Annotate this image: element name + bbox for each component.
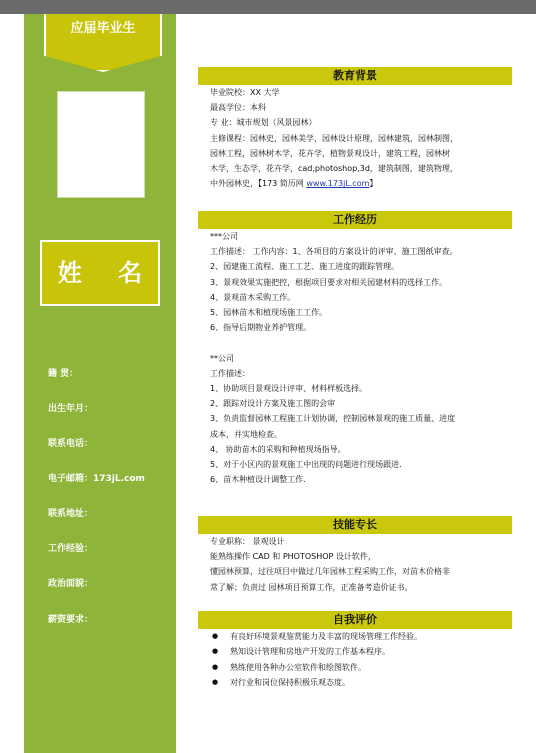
field-political: 政治面貌： xyxy=(48,579,94,589)
education-line-last xyxy=(210,176,510,191)
education-line: 毕业院校：XX 大学 xyxy=(210,88,280,97)
education-line: 专 业：城市规划（风景园林） xyxy=(210,118,317,128)
field-experience: 工作经验： xyxy=(48,544,94,554)
evaluation-item: ● 熟练使用各种办公室软件和绘图软件。 xyxy=(210,660,510,675)
work-line: 成本，并实地检查。 xyxy=(210,429,282,439)
evaluation-item: ● 有良好环境景观鉴赏能力及丰富的现场管理工作经验。 xyxy=(210,629,510,644)
photo-placeholder xyxy=(57,91,145,198)
section-title-skills: 技能专长 xyxy=(198,516,512,534)
work-line: 工作描述： 工作内容：1、各项目的方案设计的评审、施工图纸审查。 xyxy=(210,247,458,257)
work-line: 工作描述： xyxy=(210,368,250,378)
work-line: 2、园建施工流程、施工工艺、施工进度的跟踪管理。 xyxy=(210,262,400,272)
education-last-prefix: 中外园林史，【173 简历网 xyxy=(210,179,307,189)
skills-line: 懂园林预算，过往项目中做过几年园林工程采购工作，对苗木价格非 xyxy=(210,567,450,577)
field-salary: 薪资要求： xyxy=(48,615,94,625)
evaluation-item: ● 熟知设计管理和房地产开发的工作基本程序。 xyxy=(210,644,510,659)
spacer xyxy=(210,335,510,350)
top-bar xyxy=(0,0,536,14)
website-link[interactable]: www.173jL.com xyxy=(306,179,370,189)
work-line: 5、园林苗木和植现场施工工作。 xyxy=(210,308,328,318)
skills-line: 能熟练操作 CAD 和 PHOTOSHOP 设计软件， xyxy=(210,552,376,562)
skills-block xyxy=(210,534,510,595)
work-line: 2、跟踪对设计方案及施工图的会审 xyxy=(210,399,336,409)
work-line: 3、景观效果实施把控，根据项目要求对相关园建材料的选择工作。 xyxy=(210,277,448,287)
work-line: 3、负责监督园林工程施工计划协调，控制园林景观的施工质量、进度 xyxy=(210,414,456,424)
work-line: 6、指导后期物业养护管理。 xyxy=(210,323,312,333)
section-title-evaluation: 自我评价 xyxy=(198,611,512,629)
field-phone: 联系电话： xyxy=(48,439,94,449)
skills-line: 专业职称： 景观设计 xyxy=(210,537,285,546)
education-line: 木学，生态学，花卉学，cad,photoshop,3d，建筑制图，建筑物理， xyxy=(210,164,458,174)
company-name: **公司 xyxy=(210,353,234,363)
education-line: 园林工程，园林树木学，花卉学，植物景观设计，建筑工程，园林树 xyxy=(210,148,450,158)
work-line: 5、对于小区内的景观施工中出现的问题进行现场跟进． xyxy=(210,460,408,470)
education-last-suffix: 】 xyxy=(369,179,378,189)
field-hometown: 籍 贯： xyxy=(48,369,79,379)
work-line: 6、苗木种植设计调整工作． xyxy=(210,475,312,485)
banner-label: 应届毕业生 xyxy=(70,21,136,36)
company-name: ***公司 xyxy=(210,232,238,241)
work-line: 4、景观苗木采购工作。 xyxy=(210,292,296,302)
evaluation-list xyxy=(210,629,510,691)
education-line: 最高学位：本科 xyxy=(210,103,266,113)
name-box: 姓 名 xyxy=(40,240,160,306)
field-birthdate: 出生年月： xyxy=(48,404,94,414)
education-block xyxy=(210,85,510,191)
skills-line: 常了解；负责过 园林项目预算工作，正准备考造价证书。 xyxy=(210,582,413,592)
work-line: 4、 协助苗木的采购和种植现场指导。 xyxy=(210,444,346,454)
work-line: 1、协助项目景观设计评审、材料样板选择。 xyxy=(210,384,368,394)
work-block xyxy=(210,229,510,487)
education-line: 主修课程：园林史，园林美学，园林设计原理，园林建筑，园林制图， xyxy=(210,133,458,143)
section-title-education: 教育背景 xyxy=(198,67,512,85)
field-email: 电子邮箱：173jL.com xyxy=(48,474,145,484)
field-address: 联系地址： xyxy=(48,509,94,519)
section-title-work: 工作经历 xyxy=(198,211,512,229)
evaluation-item: ● 对行业和岗位保持积极乐观态度。 xyxy=(210,675,510,690)
